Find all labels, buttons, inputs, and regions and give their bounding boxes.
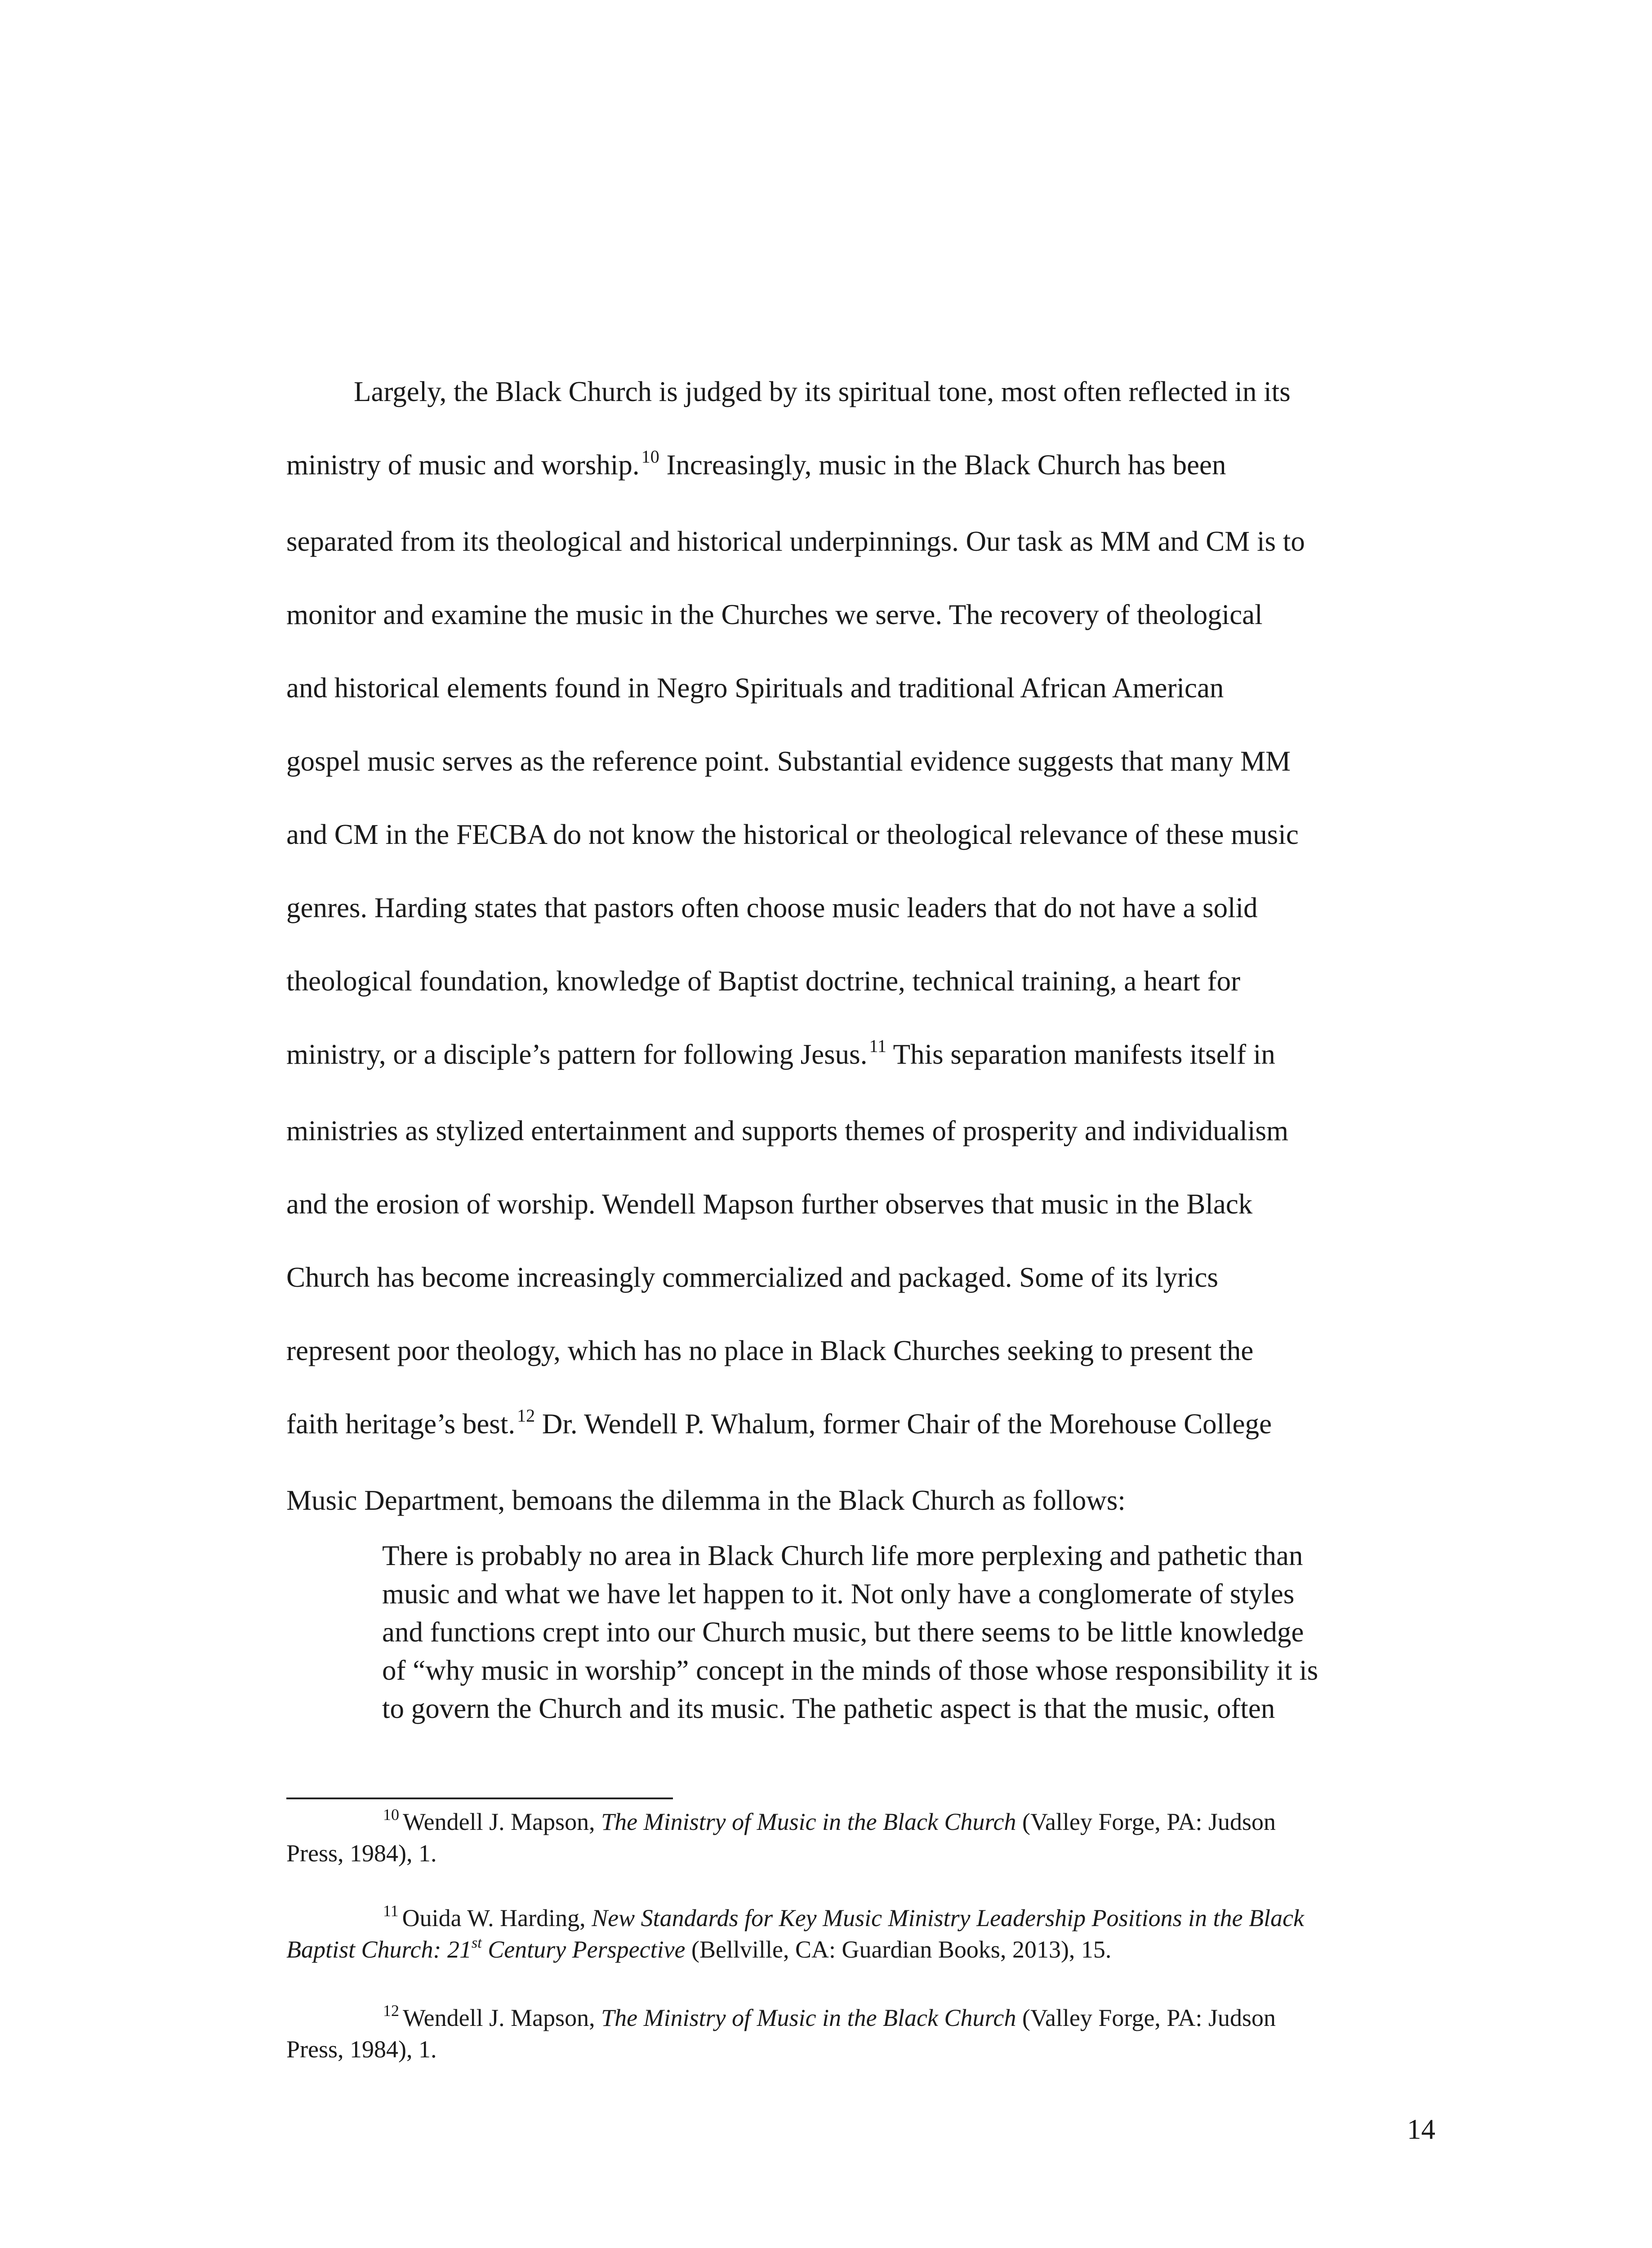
- paragraph-line: and the erosion of worship. Wendell Mapson further observes that music in the Black: [286, 1188, 1253, 1220]
- paragraph-line: separated from its theological and historical underpinnings. Our task as MM and CM is to: [286, 526, 1305, 557]
- page-number: 14: [1407, 2114, 1435, 2145]
- footnotes: [286, 1807, 1437, 2100]
- quote-line: of “why music in worship” concept in the minds of those whose responsibility it is: [382, 1655, 1318, 1686]
- footnote-ref-12[interactable]: 12: [517, 1405, 535, 1426]
- quote-line: and functions crept into our Church music, but there seems to be little knowledge: [382, 1616, 1304, 1648]
- paragraph-line: ministry of music and worship. $^{10}$ Increasingly, music in the Black Church has been: [286, 446, 1226, 481]
- paragraph-line: Music Department, bemoans the dilemma in the Black Church as follows:: [286, 1485, 1126, 1516]
- footnote-title: New Standards for Key Music Ministry Leadership Positions in the Black: [592, 1905, 1305, 1931]
- quote-line: to govern the Church and its music. The pathetic aspect is that the music, often: [382, 1693, 1275, 1724]
- footnote-separator: [286, 1798, 673, 1799]
- paragraph-line: Church has become increasingly commercialized and packaged. Some of its lyrics: [286, 1262, 1219, 1293]
- paragraph-line: ministries as stylized entertainment and supports themes of prosperity and individualism: [286, 1115, 1289, 1146]
- footnote-number: 10: [383, 1806, 399, 1824]
- paragraph-line: genres. Harding states that pastors often choose music leaders that do not have a solid: [286, 892, 1258, 923]
- quote-line: music and what we have let happen to it. Not only have a conglomerate of styles: [382, 1578, 1295, 1610]
- paragraph-line: ministry, or a disciple’s pattern for following Jesus. $^{11}$ This separation manifests itself in: [286, 1036, 1275, 1070]
- footnote-ref-11[interactable]: 11: [869, 1036, 886, 1056]
- body-paragraph: [286, 355, 1437, 1537]
- paragraph-line: theological foundation, knowledge of Baptist doctrine, technical training, a heart for: [286, 965, 1241, 997]
- paragraph-line: gospel music serves as the reference point. Substantial evidence suggests that many MM: [286, 745, 1291, 777]
- block-quote: [382, 1537, 1438, 1728]
- footnote-ref-10[interactable]: 10: [641, 446, 659, 467]
- footnote-title: The Ministry of Music in the Black Church: [601, 1808, 1016, 1835]
- paragraph-line: represent poor theology, which has no place in Black Churches seeking to present the: [286, 1335, 1254, 1366]
- footnote-number: 11: [383, 1902, 399, 1920]
- footnote-title: The Ministry of Music in the Black Church: [601, 2004, 1016, 2031]
- quote-line: There is probably no area in Black Church life more perplexing and pathetic than: [382, 1540, 1303, 1571]
- paragraph-line: and historical elements found in Negro Spirituals and traditional African American: [286, 672, 1224, 704]
- paragraph-line: and CM in the FECBA do not know the historical or theological relevance of these music: [286, 819, 1299, 850]
- footnote-10: $^{10}$ Wendell J. Mapson, The Ministry of Music in the Black Church (Valley Forge, PA: Judson Press, 1984), 1.: [286, 1806, 1276, 1867]
- footnote-11: $^{11}$ Ouida W. Harding, New Standards for Key Music Ministry Leadership Positions in the Black Baptist Church: 21st Century Perspective (Bellville, CA: Guardian Books, 2013), 15.: [286, 1902, 1305, 1963]
- paragraph-line: monitor and examine the music in the Churches we serve. The recovery of theological: [286, 599, 1263, 630]
- paragraph-line: faith heritage’s best. $^{12}$ Dr. Wendell P. Whalum, former Chair of the Morehouse College: [286, 1405, 1272, 1440]
- footnote-number: 12: [383, 2002, 399, 2020]
- paragraph-line: Largely, the Black Church is judged by its spiritual tone, most often reflected in its: [354, 376, 1291, 407]
- footnote-12: $^{12}$ Wendell J. Mapson, The Ministry of Music in the Black Church (Valley Forge, PA: Judson Press, 1984), 1.: [286, 2002, 1276, 2063]
